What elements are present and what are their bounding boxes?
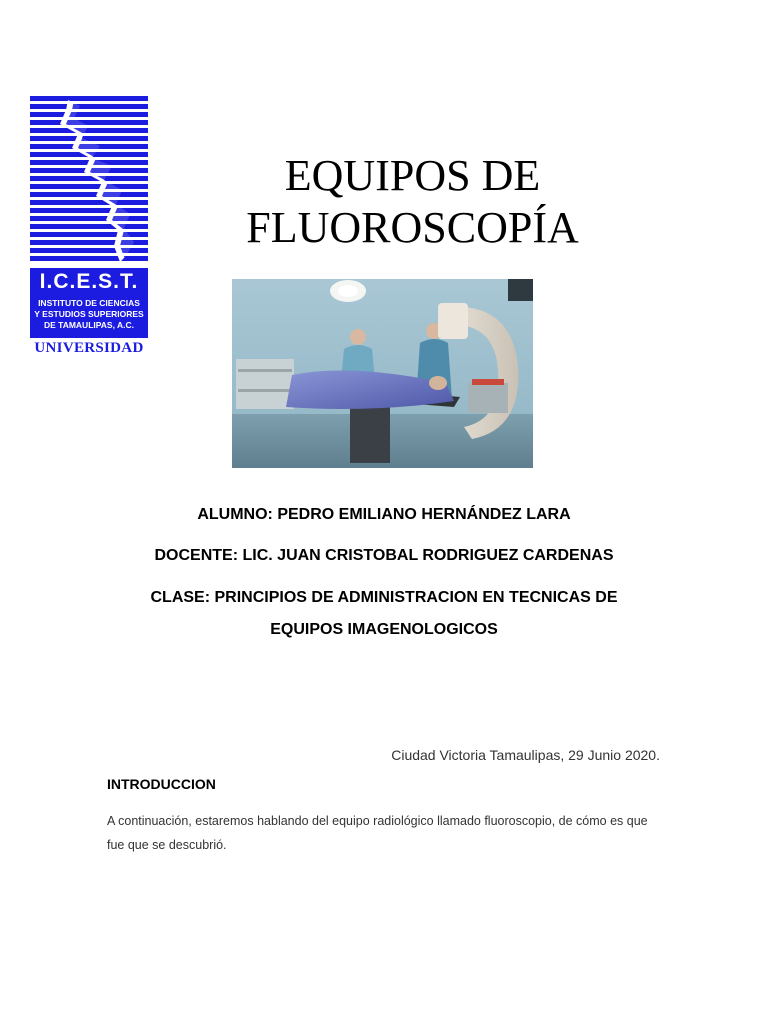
logo-stripes-graphic <box>30 96 148 264</box>
institution-logo <box>30 96 148 358</box>
photo-illustration <box>232 279 533 468</box>
document-title <box>180 150 645 254</box>
class-line-1: CLASE: PRINCIPIOS DE ADMINISTRACION EN TECNICAS DE <box>150 589 618 606</box>
class-line-2: EQUIPOS IMAGENOLOGICOS <box>270 621 498 638</box>
teacher-line: DOCENTE: LIC. JUAN CRISTOBAL RODRIGUEZ CARDENAS <box>154 547 614 564</box>
logo-line-1: INSTITUTO DE CIENCIAS <box>38 298 140 308</box>
logo-line-3: DE TAMAULIPAS, A.C. <box>43 320 135 330</box>
title-line-2: FLUOROSCOPÍA <box>246 203 579 252</box>
intro-paragraph: A continuación, estaremos hablando del equipo radiológico llamado fluoroscopio, de cómo es que fue que se descubrió. <box>107 814 648 852</box>
logo-acronym: I.C.E.S.T. <box>39 270 139 293</box>
logo-line-2: Y ESTUDIOS SUPERIORES <box>34 309 144 319</box>
logo-badge <box>30 268 148 338</box>
title-line-1: EQUIPOS DE <box>284 151 541 200</box>
place-date: Ciudad Victoria Tamaulipas, 29 Junio 2020. <box>391 747 660 763</box>
fluoroscopy-room-photo <box>232 279 533 468</box>
intro-heading: INTRODUCCION <box>107 776 216 792</box>
logo-caption: UNIVERSIDAD <box>34 340 144 356</box>
student-line: ALUMNO: PEDRO EMILIANO HERNÁNDEZ LARA <box>197 506 571 523</box>
